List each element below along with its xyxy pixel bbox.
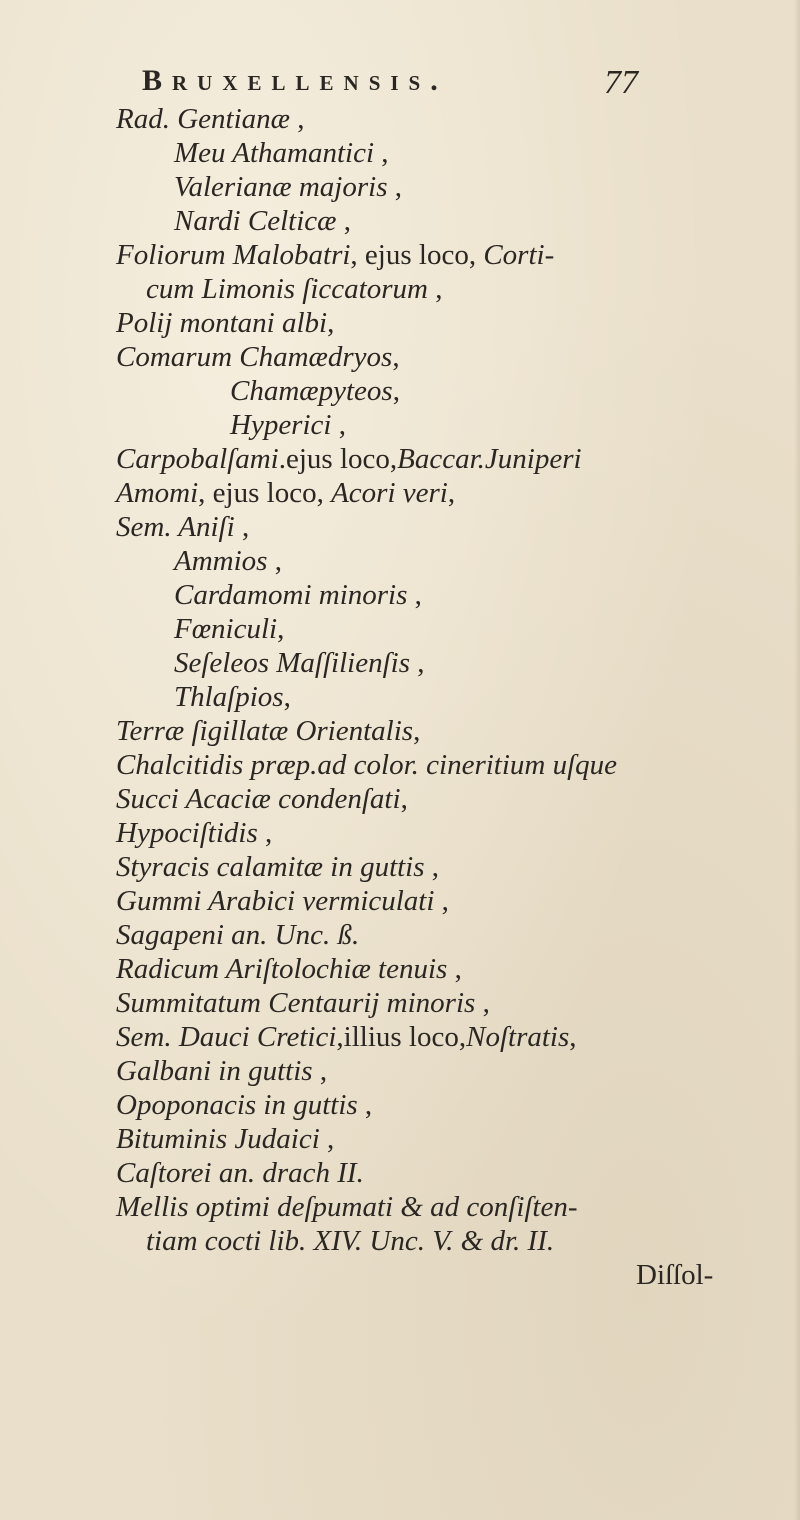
- text-segment: , ejus loco,: [350, 239, 484, 271]
- text-segment: ,: [387, 171, 402, 203]
- text-segment: Bituminis Judaici: [116, 1123, 320, 1155]
- text-segment: ,: [357, 1089, 373, 1121]
- text-line: [116, 952, 462, 986]
- page-header: [142, 64, 662, 104]
- text-segment: Seſeleos Maſſilienſis: [174, 647, 410, 679]
- text-segment: ,: [424, 851, 440, 883]
- text-segment: Sem. Dauci Cretici: [116, 1021, 337, 1053]
- text-segment: ,: [400, 783, 408, 815]
- text-segment: Galbani in guttis: [116, 1055, 313, 1087]
- text-segment: Mellis optimi deſpumati & ad conſiſten-: [116, 1191, 578, 1223]
- text-segment: Nardi Celticæ: [174, 205, 337, 237]
- text-segment: Hyperici: [230, 409, 332, 441]
- text-segment: ,: [447, 477, 456, 509]
- text-segment: Polij montani albi: [116, 307, 328, 339]
- text-line: [116, 884, 449, 918]
- text-segment: ,: [392, 341, 400, 373]
- text-segment: ,: [409, 647, 425, 679]
- text-line: [230, 374, 400, 408]
- text-segment: Fœniculi: [174, 613, 278, 645]
- page-edge: [794, 0, 800, 1520]
- text-line: [174, 136, 389, 170]
- text-segment: ,: [434, 885, 449, 917]
- text-line: [116, 476, 455, 510]
- text-segment: Terræ ſigillatæ Orientalis: [116, 715, 414, 747]
- text-segment: Chamæpyteos: [230, 375, 393, 407]
- text-line: [146, 272, 442, 306]
- text-line: [174, 544, 282, 578]
- text-segment: ,: [267, 545, 282, 577]
- text-segment: Opoponacis in guttis: [116, 1089, 358, 1121]
- text-line: [174, 612, 284, 646]
- text-line: [174, 578, 422, 612]
- text-segment: Caſtorei an. drach II.: [116, 1157, 364, 1189]
- text-segment: Thlaſpios: [174, 681, 284, 713]
- text-line: [116, 782, 408, 816]
- text-line: [116, 442, 582, 476]
- text-line: [230, 408, 346, 442]
- text-line: [116, 918, 359, 952]
- text-segment: cum Limonis ſiccatorum: [146, 273, 428, 305]
- text-segment: Summitatum Centaurij minoris: [116, 987, 476, 1019]
- running-head: Bruxellensis.: [142, 64, 448, 97]
- text-line: [116, 1020, 577, 1054]
- text-segment: Hypociſtidis: [116, 817, 258, 849]
- text-segment: ,: [447, 953, 462, 985]
- text-line: [174, 170, 402, 204]
- text-line: [116, 748, 617, 782]
- text-segment: ,: [427, 273, 443, 305]
- text-segment: ,: [569, 1021, 577, 1053]
- text-line: [174, 204, 351, 238]
- text-segment: Meu Athamantici: [174, 137, 375, 169]
- text-segment: Sem. Aniſi: [116, 511, 235, 543]
- text-segment: Noſtratis: [466, 1021, 570, 1053]
- page-number: 77: [604, 64, 638, 101]
- text-segment: ,: [374, 137, 389, 169]
- text-segment: Sagapeni an. Unc. ß.: [116, 919, 360, 951]
- text-line: [116, 1122, 334, 1156]
- text-line: [116, 1190, 578, 1224]
- text-segment: ,: [475, 987, 490, 1019]
- text-segment: Baccar.Juniperi: [397, 443, 582, 475]
- text-line: [116, 1054, 327, 1088]
- text-segment: , ejus loco,: [198, 477, 332, 509]
- text-segment: ,: [283, 681, 291, 713]
- text-line: [116, 714, 420, 748]
- text-segment: ,: [413, 715, 421, 747]
- text-line: [116, 1088, 372, 1122]
- text-segment: ,: [336, 205, 351, 237]
- text-segment: Foliorum Malobatri: [116, 239, 351, 271]
- text-line: [116, 986, 490, 1020]
- text-segment: Succi Acaciæ condenſati: [116, 783, 401, 815]
- text-line: [174, 646, 424, 680]
- text-line: [116, 102, 305, 136]
- text-segment: ,: [319, 1123, 335, 1155]
- text-line: [116, 816, 272, 850]
- text-segment: Acori veri: [331, 477, 448, 509]
- text-segment: Comarum Chamædryos: [116, 341, 393, 373]
- text-segment: Styracis calamitæ in guttis: [116, 851, 425, 883]
- text-line: [116, 238, 554, 272]
- text-segment: Diſſol-: [636, 1259, 714, 1291]
- text-segment: Corti-: [483, 239, 555, 271]
- text-segment: Valerianæ majoris: [174, 171, 388, 203]
- text-segment: ,: [331, 409, 346, 441]
- text-segment: tiam cocti lib. XIV. Unc. V. & dr. II.: [146, 1225, 555, 1257]
- text-segment: Chalcitidis præp.ad color. cineritium uſque: [116, 749, 618, 781]
- catchword: [636, 1258, 713, 1292]
- text-segment: ,: [327, 307, 335, 339]
- text-segment: .ejus loco,: [278, 443, 398, 475]
- text-line: [146, 1224, 554, 1258]
- text-line: [116, 1156, 364, 1190]
- text-line: [116, 850, 439, 884]
- text-segment: ,: [407, 579, 422, 611]
- text-line: [116, 340, 400, 374]
- text-segment: Rad. Gentianæ: [116, 103, 290, 135]
- text-segment: ,: [277, 613, 285, 645]
- text-segment: ,: [257, 817, 273, 849]
- text-segment: Ammios: [174, 545, 268, 577]
- text-segment: Radicum Ariſtolochiæ tenuis: [116, 953, 448, 985]
- text-segment: ,: [392, 375, 400, 407]
- text-segment: ,: [234, 511, 250, 543]
- text-segment: Carpobalſami: [116, 443, 279, 475]
- text-segment: Gummi Arabici vermiculati: [116, 885, 435, 917]
- text-segment: Cardamomi minoris: [174, 579, 408, 611]
- text-segment: ,: [312, 1055, 328, 1087]
- text-line: [174, 680, 291, 714]
- text-line: [116, 510, 249, 544]
- text-line: [116, 306, 334, 340]
- text-segment: ,illius loco,: [336, 1021, 467, 1053]
- text-segment: Amomi: [116, 477, 199, 509]
- text-segment: ,: [290, 103, 305, 135]
